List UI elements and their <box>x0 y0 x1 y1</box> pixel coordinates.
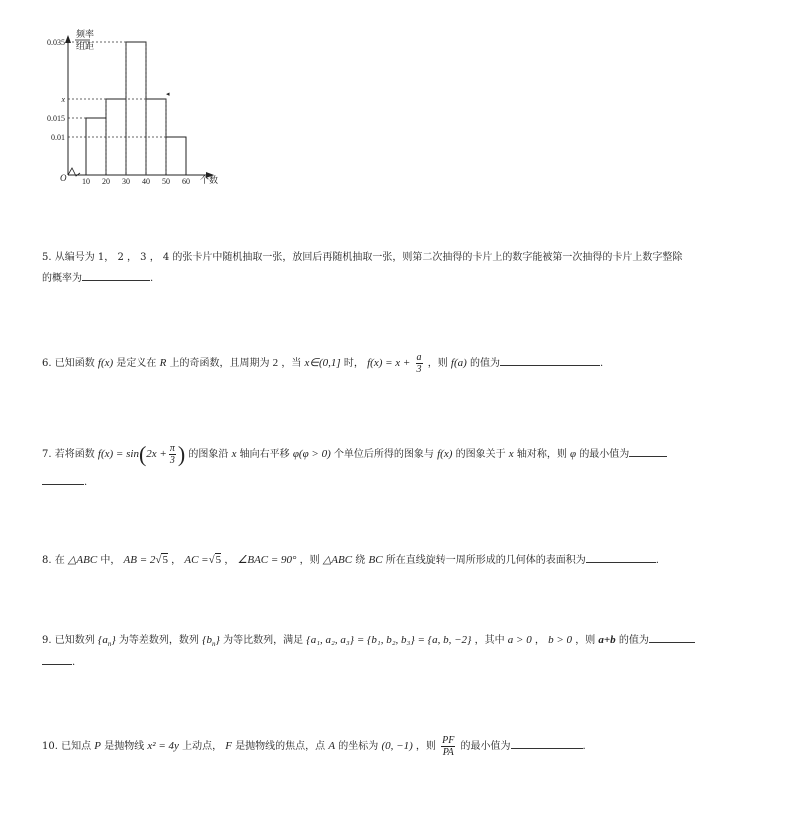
frequency-histogram <box>30 25 230 195</box>
fraction-a-over-3: $\frac{a}{3}$ <box>416 352 422 375</box>
origin-label: O <box>60 173 67 183</box>
x-tick-label: 20 <box>102 177 110 186</box>
answer-blank-continued[interactable] <box>42 652 72 665</box>
y-tick-label: x <box>61 95 65 104</box>
x-tick-label: 50 <box>162 177 170 186</box>
answer-blank[interactable] <box>500 353 600 366</box>
y-axis-label-bottom: 组距 <box>76 41 95 51</box>
histogram-bar <box>166 137 186 175</box>
histogram-bar <box>86 118 106 175</box>
q5-line-2: 的概率为 . <box>42 268 682 289</box>
x-tick-label: 40 <box>142 177 150 186</box>
answer-blank[interactable] <box>649 630 695 643</box>
answer-blank-continued[interactable] <box>42 472 84 485</box>
x-tick-label: 60 <box>182 177 190 186</box>
y-axis-label-top: 频率 <box>76 29 95 39</box>
question-10: 10. 已知点 P 是抛物线 x² = 4y 上动点， F 是抛物线的焦点，点 A 的坐标为 (0, −1) ，则 $\frac{PF}{PA}$ 的最小值为 . <box>42 735 586 758</box>
answer-blank[interactable] <box>629 444 667 457</box>
y-tick-label: 0.01 <box>51 133 65 142</box>
question-6: 6. 已知函数 f(x) 是定义在 R 上的奇函数，且周期为 2 ，当 x∈(0,1] 时， f(x) = x + $\frac{a}{3}$ ，则 f(a) 的值为 . <box>42 352 604 375</box>
answer-blank[interactable] <box>586 550 656 563</box>
x-tick-label: 10 <box>82 177 90 186</box>
question-5 <box>42 247 682 289</box>
fraction-pi-over-3: $\frac{\pi}{3}$ <box>169 443 175 466</box>
question-7-continuation: . <box>42 472 87 493</box>
y-tick-label: 0.015 <box>47 114 65 123</box>
question-9: 9. 已知数列 $\{a_n\}$ 为等差数列，数列 $\{b_n\}$ 为等比数列，满足 {a₁, a₂, a₃} = {b₁, b₂, b₃} = {a, b, −2} ，其中 a > 0 ， b > 0 ，则 a+b 的值为 <box>42 630 695 655</box>
question-8: 8. 在 △ABC 中， AB = 2√5 ， AC =√5 ， ∠BAC = 90° ，则 △ABC 绕 BC 所在直线旋转一周所形成的几何体的表面积为 . <box>42 550 659 571</box>
q5-line-1: 5. 从编号为 1， 2 ， 3 ， 4 的张卡片中随机抽取一张，放回后再随机抽取一张，则第二次抽得的卡片上的数字能被第一次抽得的卡片上数字整除 <box>42 252 683 263</box>
fraction-pf-over-pa: $\frac{PF}{PA}$ <box>442 735 455 758</box>
question-7: 7. 若将函数 f(x) = sin(2x + $\frac{\pi}{3}$ ) 的图象沿 x 轴向右平移 φ(φ > 0) 个单位后所得的图象与 f(x) 的图象关于 x 轴对称，则 φ 的最小值为 <box>42 438 667 471</box>
histogram-bar <box>126 42 146 175</box>
answer-blank[interactable] <box>82 268 150 281</box>
stray-mark: ◂ <box>166 90 170 98</box>
x-tick-label: 30 <box>122 177 130 186</box>
y-tick-label: 0.035 <box>47 38 65 47</box>
question-9-continuation: . <box>42 652 75 673</box>
answer-blank[interactable] <box>511 736 583 749</box>
x-axis-label: 个数 <box>200 175 219 185</box>
